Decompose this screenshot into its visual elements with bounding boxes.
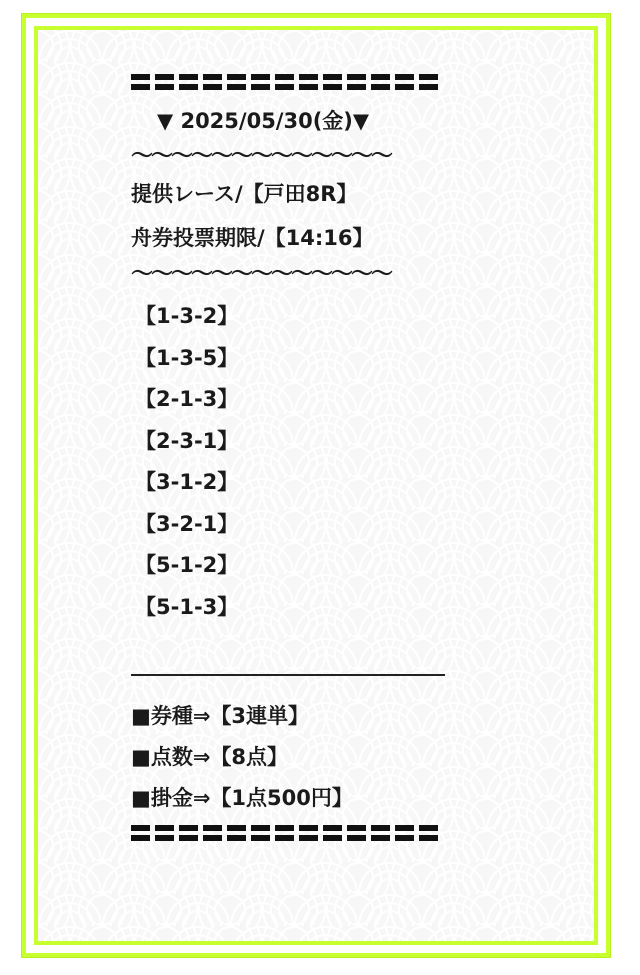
- bottom-double-dash-divider: [131, 823, 443, 845]
- combination-list: [131, 296, 451, 628]
- race-info: 提供レース/【戸田8R】: [131, 182, 358, 206]
- combination-item: 【3-2-1】: [135, 511, 239, 536]
- race-date: ▼ 2025/05/30(金)▼: [157, 109, 370, 133]
- combination-item: 【5-1-3】: [135, 594, 239, 619]
- combination-item: 【1-3-2】: [135, 304, 239, 328]
- bet-summary: [131, 696, 451, 819]
- wave-divider-bottom: 〜〜〜〜〜〜〜〜〜〜〜〜〜: [131, 262, 392, 287]
- combination-item: 【2-1-3】: [135, 387, 239, 411]
- top-double-dash-divider: [131, 72, 443, 94]
- bet-type: ■券種⇒【3連単】: [131, 704, 310, 728]
- bet-points: ■点数⇒【8点】: [131, 745, 289, 769]
- deadline-info: 舟券投票期限/【14:16】: [131, 226, 374, 250]
- bet-stake: ■掛金⇒【1点500円】: [131, 786, 353, 810]
- combination-item: 【5-1-2】: [135, 553, 239, 577]
- wave-divider-top: 〜〜〜〜〜〜〜〜〜〜〜〜〜: [131, 144, 392, 169]
- ticket-content: [131, 72, 451, 845]
- combination-item: 【3-1-2】: [135, 470, 239, 494]
- combination-item: 【2-3-1】: [135, 428, 239, 453]
- horizontal-rule: [131, 674, 445, 676]
- combination-item: 【1-3-5】: [135, 345, 239, 370]
